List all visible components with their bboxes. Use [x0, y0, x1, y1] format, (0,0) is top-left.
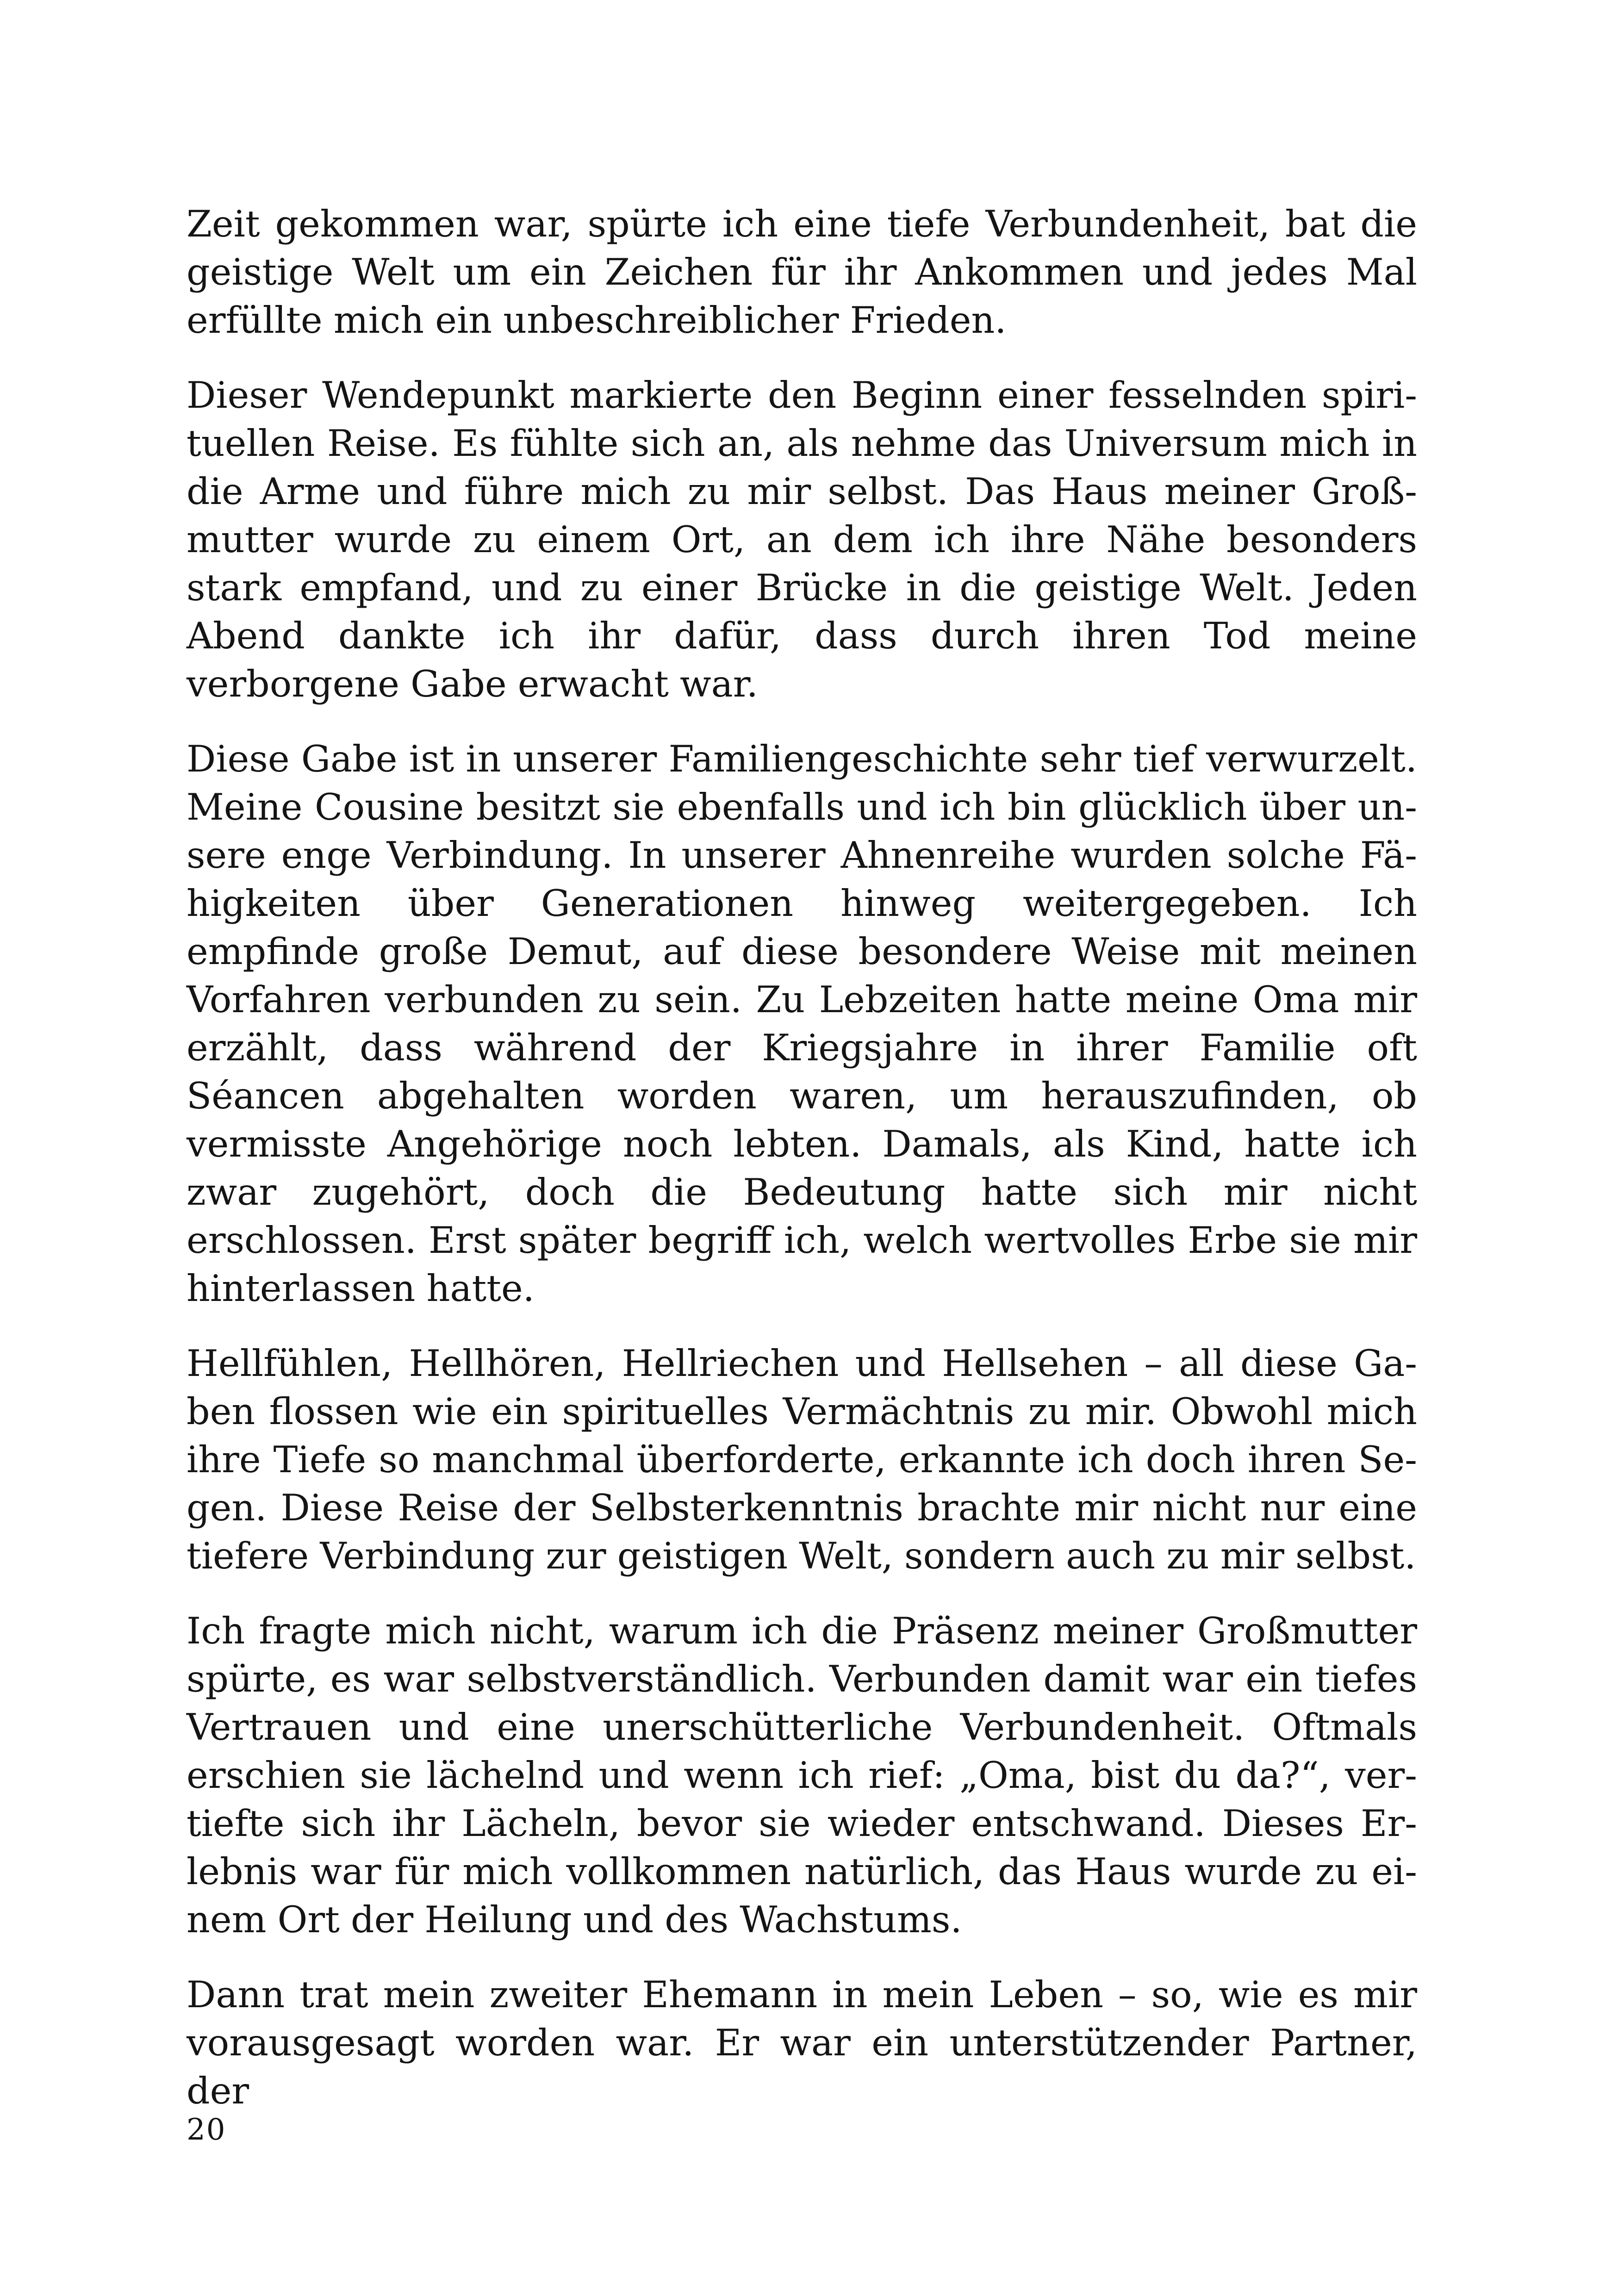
paragraph-1: Zeit gekommen war, spürte ich eine tiefe Verbundenheit, bat die geistige Welt um ein Zeichen für ihr Ankommen und jedes Mal erfüllte mich ein unbeschreiblicher Frieden.	[187, 203, 1417, 342]
paragraph-6: Dann trat mein zweiter Ehemann in mein Leben – so, wie es mir vorausgesagt worden war. Er war ein unterstützender Partner, der	[187, 1973, 1417, 2112]
body-text	[187, 200, 1417, 2142]
paragraph-4: Hellfühlen, Hellhören, Hellriechen und Hellsehen – all diese Gaben flossen wie ein spirituelles Vermächtnis zu mir. Obwohl mich ihre Tiefe so manchmal überforderte, erkannte ich doch ihren Segen. Diese Reise der Selbsterkenntnis brachte mir nicht nur eine tiefere Verbindung zur geistigen Welt, sondern auch zu mir selbst.	[187, 1342, 1417, 1577]
paragraph-2: Dieser Wendepunkt markierte den Beginn einer fesselnden spirituellen Reise. Es fühlte sich an, als nehme das Universum mich in die Arme und führe mich zu mir selbst. Das Haus meiner Großmutter wurde zu einem Ort, an dem ich ihre Nähe besonders stark empfand, und zu einer Brücke in die geistige Welt. Jeden Abend dankte ich ihr dafür, dass durch ihren Tod meine verborgene Gabe erwacht war.	[187, 374, 1417, 705]
paragraph-5: Ich fragte mich nicht, warum ich die Präsenz meiner Großmutter spürte, es war selbstverständlich. Verbunden damit war ein tiefes Vertrauen und eine unerschütterliche Verbundenheit. Oftmals erschien sie lächelnd und wenn ich rief: „Oma, bist du da?“, vertiefte sich ihr Lächeln, bevor sie wieder entschwand. Dieses Erlebnis war für mich vollkommen natürlich, das Haus wurde zu einem Ort der Heilung und des Wachstums.	[187, 1610, 1417, 1941]
page-number: 20	[187, 2113, 226, 2147]
paragraph-3: Diese Gabe ist in unserer Familiengeschichte sehr tief verwurzelt. Meine Cousine besitzt sie ebenfalls und ich bin glücklich über unsere enge Verbindung. In unserer Ahnenreihe wurden solche Fähigkeiten über Generationen hinweg weitergegeben. Ich empfinde große Demut, auf diese besondere Weise mit meinen Vorfahren verbunden zu sein. Zu Lebzeiten hatte meine Oma mir erzählt, dass während der Kriegsjahre in ihrer Familie oft Séancen abgehalten worden waren, um herauszufinden, ob vermisste Angehörige noch lebten. Damals, als Kind, hatte ich zwar zugehört, doch die Bedeutung hatte sich mir nicht erschlossen. Erst später begriff ich, welch wertvolles Erbe sie mir hinterlassen hatte.	[187, 738, 1417, 1310]
